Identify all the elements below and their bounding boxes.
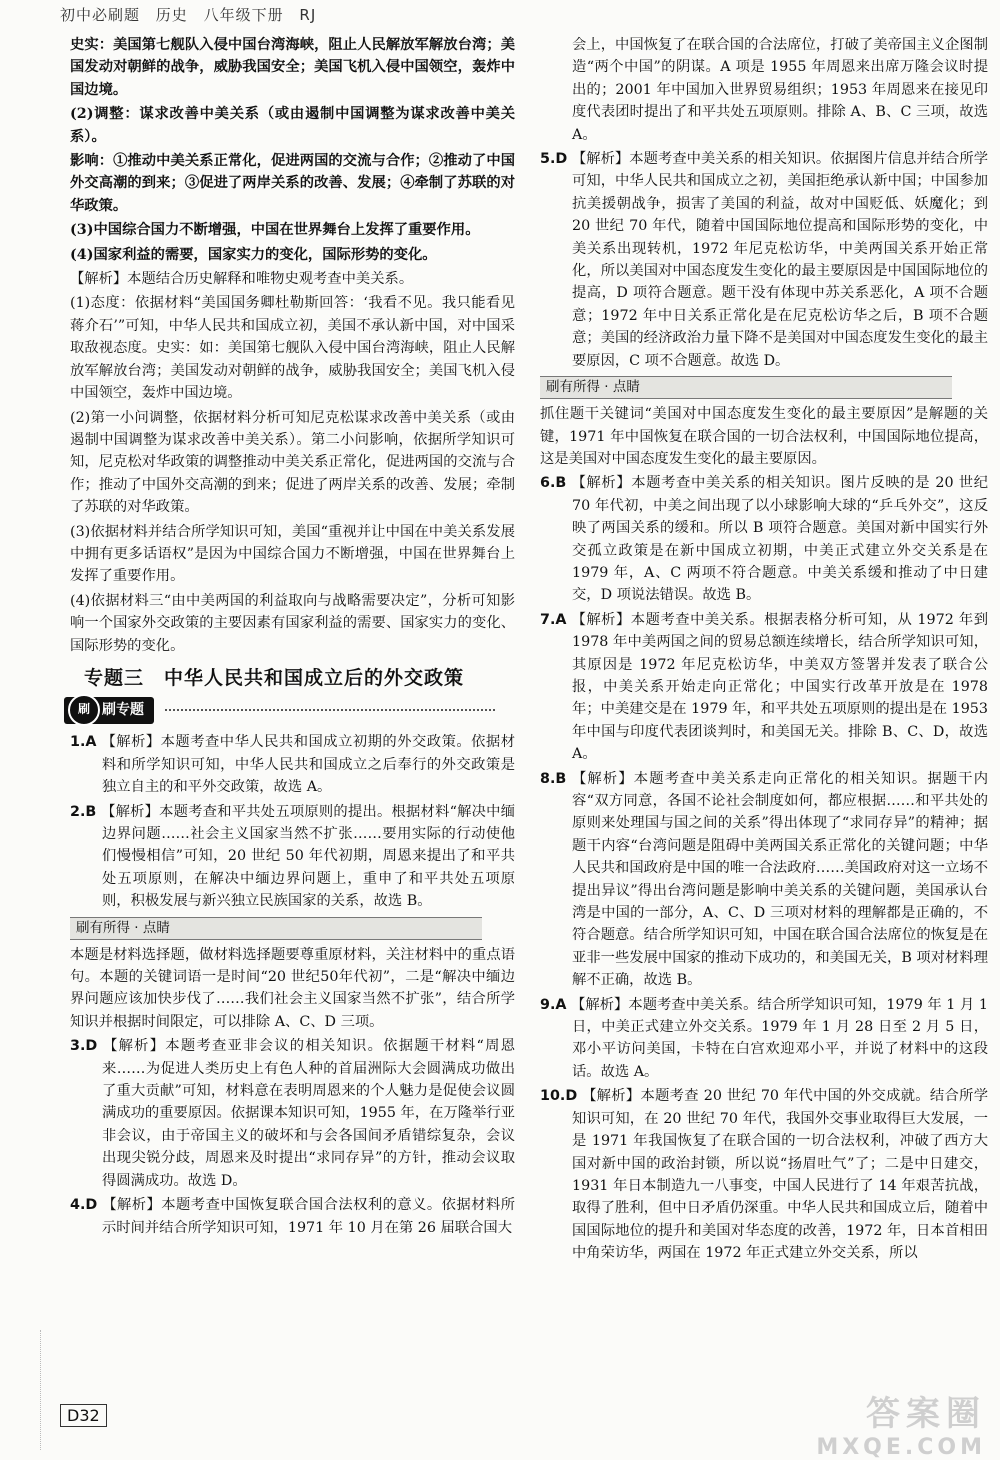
topic-heading: 专题三 中华人民共和国成立后的外交政策: [84, 666, 465, 689]
analysis-4: (4)依据材料三“由中美两国的利益取向与战略需要决定”，分析可知影响一个国家外交政策的主要因素有国家利益的需要、国家实力的变化、国际形势的变化。: [70, 592, 515, 654]
q9-text: 【解析】本题考查中美关系。结合所学知识可知，1979 年 1 月 1 日，中美正式建立外交关系。1979 年 1 月 28 日至 2 月 5 日，邓小平访问美国，卡特在白宫欢迎邓小平，并说了材料中的这段话。故选 A。: [571, 996, 988, 1080]
q4-text: 【解析】本题考查中国恢复联合国合法权利的意义。依据材料所示时间并结合所学知识可知，1971 年 10 月在第 26 届联合国大: [102, 1197, 516, 1236]
badge-label: 刷专题: [102, 702, 144, 719]
q7-number: 7.A: [540, 611, 567, 628]
answer-impact: 影响：①推动中美关系正常化，促进两国的交流与合作；②推动了中国外交高潮的到来；③促进了两岸关系的改善、发展；④牵制了苏联的对华政策。: [70, 153, 515, 214]
q1-number: 1.A: [70, 734, 97, 751]
q10-number: 10.D: [540, 1088, 578, 1105]
book-series: 初中必刷题: [60, 6, 141, 24]
grade: 八年级下册: [203, 6, 284, 24]
running-header: [60, 4, 326, 25]
question-3: [70, 1035, 515, 1192]
q2-text: 【解析】本题考查和平共处五项原则的提出。根据材料“解决中缅边界问题……社会主义国家当然不扩张……要用实际的行动使他们慢慢相信”可知，20 世纪 50 年代初期，周恩来提出了和平共处五项原则，在解决中缅边界问题上，重申了和平共处五项原则，积极发展与新兴独立民族国家的关系，故选 B。: [101, 803, 516, 910]
q5-text: 【解析】本题考查中美关系的相关知识。依据图片信息并结合所学可知，中华人民共和国成立之初，美国拒绝承认新中国；中国参加抗美援朝战争，损害了美国的利益，故对中国贬低、妖魔化；到 20 世纪 70 年代，随着中国国际地位提高和国际形势的变化，中美关系出现转机，1972 年尼克松访华，中美两国关系开始正常化，所以美国对中国态度发生变化的最主要原因是中国国际地位的提高，D 项符合题意。题干没有体现中苏关系恶化，A 项不合题意；1972 年中日关系正常化是在尼克松访华之后，B 项不合题意；美国的经济政治力量下降不是美国对中国态度发生变化的最主要原因，C 项不合题意。故选 D。: [571, 151, 989, 369]
tip-1: 本题是材料选择题，做材料选择题要尊重原材料，关注材料中的重点语句。本题的关键词语一是时间“20 世纪50年代初”，二是“解决中缅边界问题应该加快步伐了……我们社会主义国家当然不扩张”，结合所学知识并根据时间限定，可以排除 A、C、D 三项。: [70, 946, 515, 1030]
q6-text: 【解析】本题考查中美关系的相关知识。图片反映的是 20 世纪 70 年代初，中美之间出现了以小球影响大球的“乒乓外交”，这反映了两国关系的缓和。所以 B 项符合题意。美国对新中国实行外交孤立政策是在新中国成立初期，中美正式建立外交关系是在 1979 年，A、C 两项不符合题意。中美关系缓和推动了中日建交，D 项说法错误。故选 B。: [571, 475, 989, 604]
q10-text: 【解析】本题考查 20 世纪 70 年代中国的外交成就。结合所学知识可知，在 20 世纪 70 年代，我国外交事业取得巨大发展，一是 1971 年我国恢复了在联合国的一切合法权利，冲破了西方大国对新中国的政治封锁，所以说“扬眉吐气”了；二是中日建交，1931 年日本制造九一八事变，中国人民进行了 14 年艰苦抗战，取得了胜利，但中日矛盾仍深重。中华人民共和国成立后，随着中国国际地位的提升和美国对华态度的改善，1972 年，日本首相田中角荣访华，两国在 1972 年正式建立外交关系，所以: [572, 1088, 989, 1262]
tip-2: 抓住题干关键词“美国对中国态度发生变化的最主要原因”是解题的关键，1971 年中国恢复在联合国的一切合法权利，中国国际地位提高，这是美国对中国态度发生变化的最主要原因。: [540, 406, 988, 467]
answer-4: (4)国家利益的需要，国家实力的变化，国际形势的变化。: [70, 246, 437, 263]
question-9: [540, 994, 988, 1084]
question-2: [70, 801, 515, 913]
section-badge-row: [64, 697, 515, 725]
answer-adjust: (2)调整：谋求改善中美关系（或由遏制中国调整为谋求改善中美关系）。: [70, 106, 515, 145]
analysis-intro: 【解析】本题结合历史解释和唯物史观考查中美关系。: [70, 271, 414, 288]
analysis-2: (2)第一小问调整，依据材料分析可知尼克松谋求改善中美关系（或由遏制中国调整为谋求改善中美关系）。第二小问影响，依据所学知识可知，尼克松对华政策的调整推动中美关系正常化，促进两国的交流与合作；推动了中国外交高潮的到来；促进了两岸关系的改善、发展；牵制了苏联的对华政策。: [70, 409, 515, 516]
question-8: [540, 768, 988, 992]
q6-number: 6.B: [540, 475, 567, 492]
question-5: [540, 148, 988, 372]
right-column: [540, 34, 988, 1267]
watermark: [816, 1386, 986, 1460]
q8-number: 8.B: [540, 770, 567, 787]
analysis-3: (3)依据材料并结合所学知识可知，美国“重视并让中国在中美关系发展中拥有更多话语权”是因为中国综合国力不断增强，中国在世界舞台上发挥了重要作用。: [70, 523, 515, 585]
tip-bar-1: 刷有所得 · 点睛: [70, 917, 482, 940]
q2-number: 2.B: [70, 803, 97, 820]
dotted-divider: [165, 709, 495, 711]
q4-continued: 会上，中国恢复了在联合国的合法席位，打破了美帝国主义企图制造“两个中国”的阴谋。A 项是 1955 年周恩来出席万隆会议时提出的；2001 年中国加入世界贸易组织；1953 年周恩来在接见印度代表团时提出了和平共处五项原则。排除 A、B、C 三项，故选 A。: [572, 37, 988, 143]
q1-text: 【解析】本题考查中华人民共和国成立初期的外交政策。依据材料和所学知识可知，中华人民共和国成立之后奉行的外交政策是独立自主的和平外交政策，故选 A。: [101, 734, 516, 796]
badge-icon: 刷: [68, 694, 100, 726]
q9-number: 9.A: [540, 996, 567, 1013]
edition: RJ: [299, 6, 317, 24]
question-7: [540, 609, 988, 766]
q3-text: 【解析】本题考查亚非会议的相关知识。依据题干材料“周恩来……为促进人类历史上有色人种的首届洲际大会圆满成功做出了重大贡献”可知，材料意在表明周恩来的个人魅力是促使会议圆满成功的重要原因。依据课本知识可知，1955 年，在万隆举行亚非会议，由于帝国主义的破坏和与会各国间矛盾错综复杂，会议出现尖锐分歧，周恩来及时提出“求同存异”的方针，推动会议取得圆满成功。故选 D。: [102, 1038, 515, 1189]
watermark-url: MXQE.COM: [816, 1435, 986, 1460]
q7-text: 【解析】本题考查中美关系。根据表格分析可知，从 1972 年到 1978 年中美两国之间的贸易总额连续增长，结合所学知识可知，其原因是 1972 年尼克松访华，中美双方签署并发表了联合公报，中美关系开始走向正常化；中国实行改革开放是在 1978 年；中美建交是在 1979 年，和平共处五项原则的提出是在 1953 年中国与印度代表团谈判时，和美国无关。排除 B、C、D，故选 A。: [571, 611, 988, 763]
section-badge: [64, 697, 154, 723]
q4-number: 4.D: [70, 1197, 98, 1214]
margin-line: [40, 1330, 42, 1450]
question-1: [70, 731, 515, 798]
q5-number: 5.D: [540, 151, 568, 168]
question-10: [540, 1085, 988, 1264]
tip-bar-2: 刷有所得 · 点睛: [540, 376, 952, 399]
watermark-logo: 答案圈: [866, 1394, 986, 1434]
subject: 历史: [155, 6, 188, 24]
left-column: [70, 34, 515, 1241]
question-6: [540, 472, 988, 606]
page-number: D32: [60, 1404, 107, 1427]
analysis-1: (1)态度：依据材料“美国国务卿杜勒斯回答：‘我看不见。我只能看见蒋介石’”可知，中华人民共和国成立初，美国不承认新中国，对中国采取敌视态度。史实：如：美国第七舰队入侵中国台湾海峡，阻止人民解放军解放台湾；美国发动对朝鲜的战争，威胁我国安全；美国飞机入侵中国领空，轰炸中国边境。: [70, 295, 515, 402]
answer-fact: 史实：美国第七舰队入侵中国台湾海峡，阻止人民解放军解放台湾；美国发动对朝鲜的战争，威胁我国安全；美国飞机入侵中国领空，轰炸中国边境。: [70, 37, 515, 98]
question-4: [70, 1194, 515, 1239]
q8-text: 【解析】本题考查中美关系走向正常化的相关知识。据题干内容“双方同意，各国不论社会制度如何，都应根据……和平共处的原则来处理国与国之间的关系”得出体现了“求同存异”的精神；据题干内容“台湾问题是阻碍中美两国关系正常化的关键问题；中华人民共和国政府是中国的唯一合法政府……美国政府对这一立场不提出异议”得出台湾问题是影响中美关系的关键问题，美国承认台湾是中国的一部分，A、C、D 三项对材料的理解都是正确的，不符合题意。结合所学知识可知，中国在联合国合法席位的恢复是在亚非一些发展中国家的推动下成功的，和美国无关，B 项对材料理解不正确，故选 B。: [571, 770, 988, 989]
q3-number: 3.D: [70, 1038, 98, 1055]
answer-3: (3)中国综合国力不断增强，中国在世界舞台上发挥了重要作用。: [70, 222, 480, 239]
